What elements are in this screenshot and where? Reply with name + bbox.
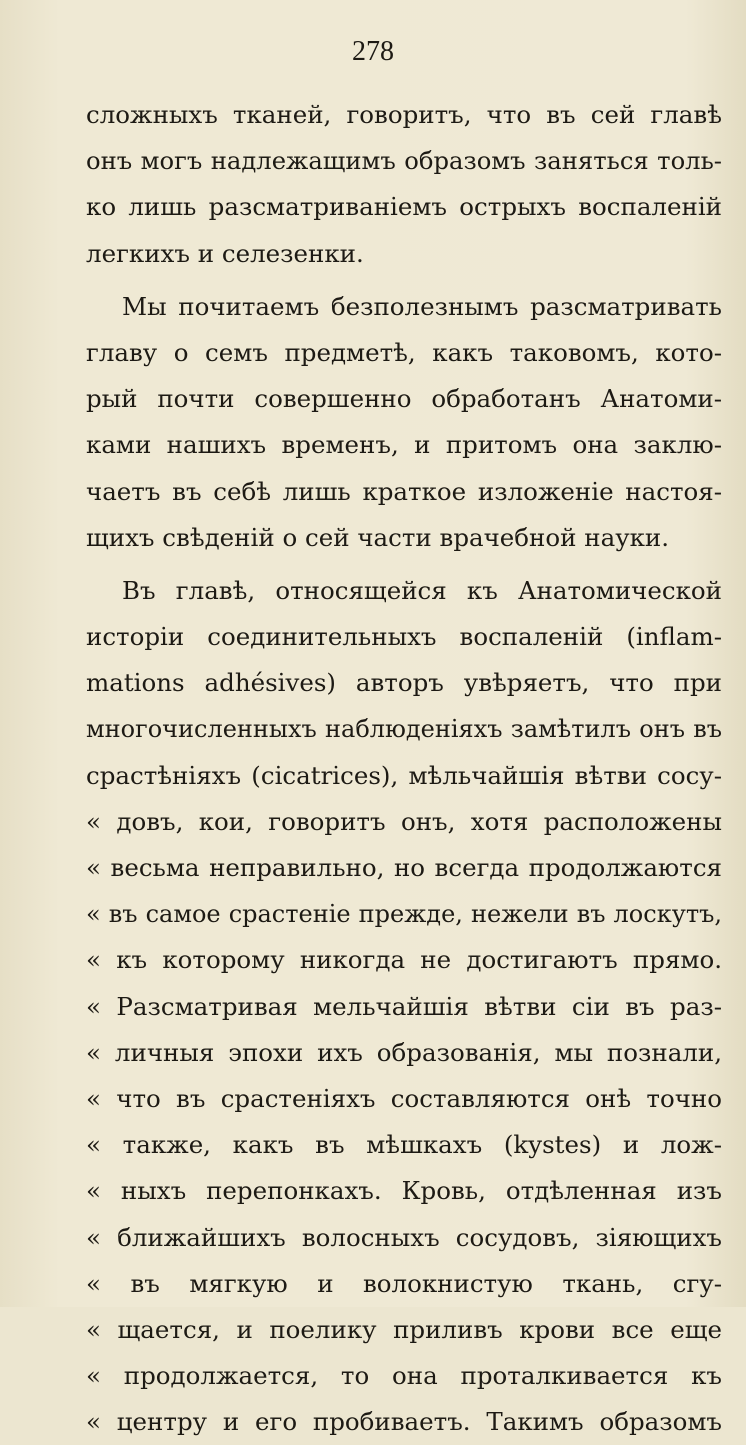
text-line: срастѣнiяхъ (cicatrices), мѣльчайшiя вѣтви сосу- <box>86 760 722 790</box>
text-line: многочисленныхъ наблюденiяхъ замѣтилъ онъ въ <box>86 715 722 744</box>
text-line: « продолжается, то она проталкивается къ <box>86 1361 722 1391</box>
page-number: 278 <box>352 36 394 67</box>
text-line: « Разсматривая мельчайшiя вѣтви сiи въ раз- <box>86 991 722 1021</box>
text-line: « также, какъ въ мѣшкахъ (kystes) и лож- <box>86 1130 722 1160</box>
text-line: чаетъ въ себѣ лишь краткое изложенiе настоя- <box>86 476 722 506</box>
text-line: сложныхъ тканей, говоритъ, что въ сей главѣ <box>86 100 722 129</box>
text-line: ко лишь разсматриванiемъ острыхъ воспаленiй <box>86 192 722 222</box>
text-line: « въ мягкую и волокнистую ткань, сгу- <box>86 1268 722 1298</box>
text-line: mations adhésives) авторъ увѣряетъ, что при <box>86 668 722 698</box>
text-line: « къ которому никогда не достигаютъ прямо. <box>86 945 722 975</box>
text-line: исторiи соединительныхъ воспаленiй (inflam- <box>86 622 722 652</box>
text-line: рый почти совершенно обработанъ Анатоми- <box>86 384 722 414</box>
text-line: « ближайшихъ волосныхъ сосудовъ, зiяющихъ <box>86 1222 722 1252</box>
text-line: ками нашихъ временъ, и притомъ она заклю- <box>86 430 722 460</box>
text-line: легкихъ и селезенки. <box>86 238 364 268</box>
text-line: « весьма неправильно, но всегда продолжаются <box>86 853 722 882</box>
text-line: « ныхъ перепонкахъ. Кровь, отдѣленная изъ <box>86 1176 722 1206</box>
text-line: « что въ срастенiяхъ составляются онѣ точно <box>86 1083 722 1113</box>
text-line: главу о семъ предметѣ, какъ таковомъ, кото- <box>86 337 722 367</box>
text-line: « личныя эпохи ихъ образованiя, мы познали, <box>86 1037 722 1067</box>
text-line: « въ самое срастенiе прежде, нежели въ лоскутъ, <box>86 900 722 929</box>
text-line: Мы почитаемъ безполезнымъ разсматривать <box>122 291 722 321</box>
text-line: щихъ свѣденiй о сей части врачебной науки. <box>86 522 670 552</box>
text-line: онъ могъ надлежащимъ образомъ заняться толь- <box>86 146 722 176</box>
text-line: Въ главѣ, относящейся къ Анатомической <box>122 575 722 605</box>
text-line: « щается, и поелику приливъ крови все еще <box>86 1314 722 1344</box>
body-text <box>86 92 722 1445</box>
text-line: « довъ, кои, говоритъ онъ, хотя расположены <box>86 806 722 836</box>
text-line: « центру и его пробиваетъ. Такимъ образомъ <box>86 1407 722 1437</box>
